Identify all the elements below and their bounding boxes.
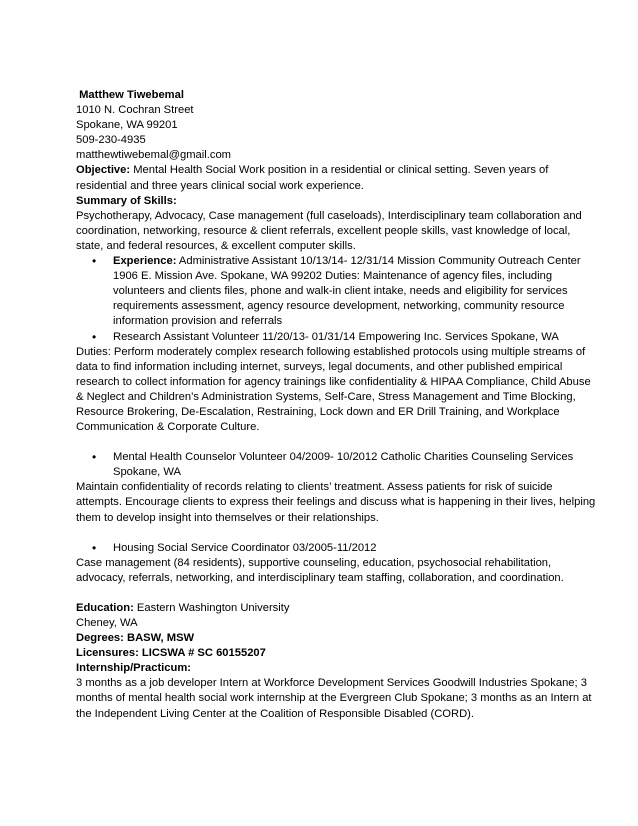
job2-duty-line: research to collect information for agency trainings like confidentiality & HIPAA Compliance, Child Abuse xyxy=(76,375,591,388)
experience-list xyxy=(76,254,581,345)
job3-location: Spokane, WA xyxy=(113,466,181,479)
education-degrees: Degrees: BASW, MSW xyxy=(76,632,195,645)
contact-name xyxy=(76,88,572,103)
objective-line-1 xyxy=(76,163,572,178)
skills-line: state, and federal resources, & excellent computer skills. xyxy=(76,239,356,252)
spacer xyxy=(76,435,572,450)
spacer xyxy=(76,586,572,601)
contact-phone: 509-230-4935 xyxy=(76,134,146,147)
experience-list-2 xyxy=(76,450,572,480)
experience-label: Experience: xyxy=(113,255,177,268)
skills-label: Summary of Skills: xyxy=(76,194,177,207)
job3-duty-line: attempts. Encourage clients to express their feelings and discuss what is happening in their lives, helping xyxy=(76,496,596,509)
job2-duty-line: Resource Brokering, De-Escalation, Restraining, Lock down and ER Drill Training, and Workplace xyxy=(76,405,560,418)
experience-item-housing-coordinator xyxy=(76,541,572,556)
objective-label: Objective: xyxy=(76,164,131,177)
job3-duty-line: them to develop insight into themselves or their relationships. xyxy=(76,511,379,524)
contact-street: 1010 N. Cochran Street xyxy=(76,104,194,117)
objective-line-2: residential and three years clinical social work experience. xyxy=(76,179,364,192)
spacer xyxy=(76,526,572,541)
job1-line: 1906 E. Mission Ave. Spokane, WA 99202 Duties: Maintenance of agency files, including xyxy=(113,270,553,283)
job1-title: Administrative Assistant 10/13/14- 12/31/14 Mission Community Outreach Center xyxy=(176,255,581,268)
resume-page xyxy=(76,88,596,722)
experience-item-admin-assistant xyxy=(76,254,581,329)
job3-duty-line: Maintain confidentiality of records relating to clients’ treatment. Assess patients for risk of suicide xyxy=(76,481,553,494)
job1-line: requirements assessment, agency resource development, networking, community resource xyxy=(113,300,565,313)
skills-line: Psychotherapy, Advocacy, Case management (full caseloads), Interdisciplinary team collaboration and xyxy=(76,209,582,222)
job2-duty-line: & Neglect and Children’s Administration Systems, Self-Care, Stress Management and Time Blocking, xyxy=(76,390,576,403)
contact-name-text: Matthew Tiwebemal xyxy=(79,89,184,101)
education-label: Education: xyxy=(76,601,134,614)
job4-duty-line: Case management (84 residents), supportive counseling, education, psychosocial rehabilitation, xyxy=(76,556,552,569)
education-licensures: Licensures: LICSWA # SC 60155207 xyxy=(76,647,266,660)
internship-line: months of mental health social work internship at the Evergreen Club Spokane; 3 months as an Intern at xyxy=(76,692,592,705)
education-school: Eastern Washington University xyxy=(133,601,290,614)
job1-line: information provision and referrals xyxy=(113,315,283,328)
contact-city: Spokane, WA 99201 xyxy=(76,119,178,132)
education-line xyxy=(76,601,572,616)
job2-duty-line: data to find information including internet, surveys, legal documents, and other published empirical xyxy=(76,360,563,373)
objective-text-1: Mental Health Social Work position in a residential or clinical setting. Seven years of xyxy=(130,164,549,177)
job2-duty-line: Communication & Corporate Culture. xyxy=(76,421,260,434)
job4-title: • Housing Social Service Coordinator 03/2005-11/2012 xyxy=(113,541,377,554)
skills-line: coordination, networking, resource & client referrals, excellent people skills, vast knowledge of local, xyxy=(76,224,571,237)
job2-title: • Research Assistant Volunteer 11/20/13- 01/31/14 Empowering Inc. Services Spokane, WA xyxy=(113,330,559,343)
job2-duty-line: Duties: Perform moderately complex research following established protocols using multiple streams of xyxy=(76,345,586,358)
internship-line: the Independent Living Center at the Coalition of Responsible Disabled (CORD). xyxy=(76,707,475,720)
internship-label: Internship/Practicum: xyxy=(76,662,192,675)
job3-title: • Mental Health Counselor Volunteer 04/2009- 10/2012 Catholic Charities Counseling Services xyxy=(113,451,574,464)
experience-item-counselor xyxy=(76,450,572,480)
internship-line: 3 months as a job developer Intern at Workforce Development Services Goodwill Industries Spokane; 3 xyxy=(76,677,587,690)
experience-item-research-assistant xyxy=(76,330,572,345)
contact-email: matthewtiwebemal@gmail.com xyxy=(76,149,231,162)
job1-line: volunteers and clients files, phone and walk-in client intake, needs and eligibility for services xyxy=(113,285,568,298)
education-location: Cheney, WA xyxy=(76,617,138,629)
experience-list-3 xyxy=(76,541,572,556)
job4-duty-line: advocacy, referrals, networking, and interdisciplinary team staffing, collaboration, and coordination. xyxy=(76,571,564,584)
